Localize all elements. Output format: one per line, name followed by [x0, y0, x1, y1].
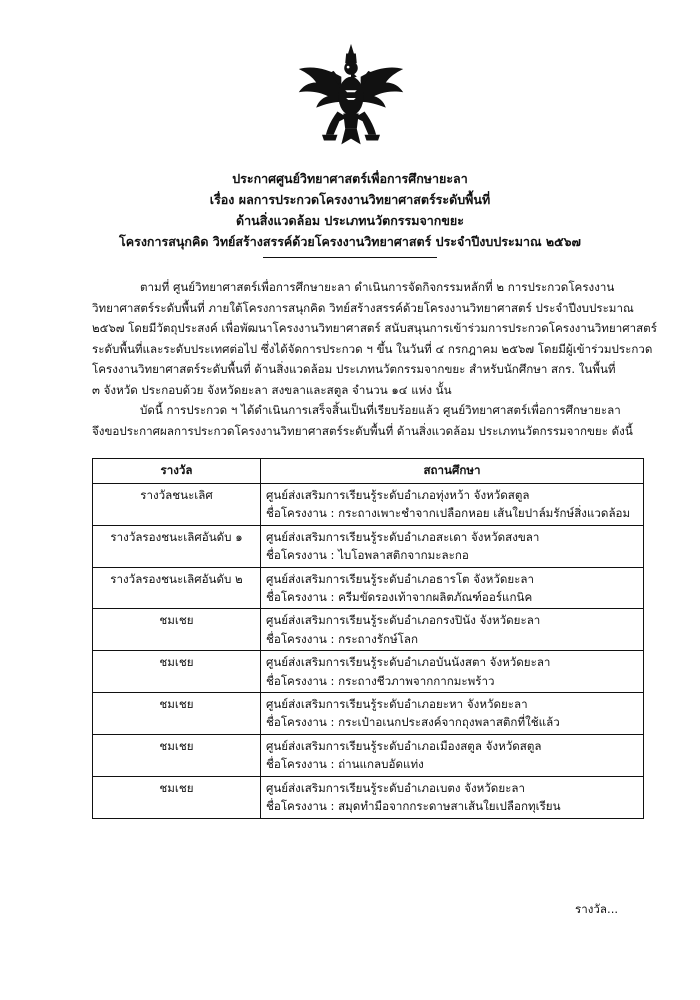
paragraph-line: โครงงานวิทยาศาสตร์ระดับพื้นที่ ด้านสิ่งแวดล้อม ประเภทนวัตกรรมจากขยะ สำหรับนักศึกษา สกร. ในพื้นที่ [92, 362, 616, 377]
school-cell [261, 651, 644, 693]
table-row [93, 484, 644, 526]
award-cell: รางวัลชนะเลิศ [93, 484, 261, 526]
table-header-row [93, 459, 644, 484]
paragraph-line: บัดนี้ การประกวด ฯ ได้ดำเนินการเสร็จสิ้นเป็นที่เรียบร้อยแล้ว ศูนย์วิทยาศาสตร์เพื่อการศึกษายะลา [140, 403, 621, 417]
award-cell: ชมเชย [93, 776, 261, 818]
project-name: ชื่อโครงงาน : ครีมขัดรองเท้าจากผลิตภัณฑ์ออร์แกนิค [266, 590, 533, 605]
header-award: รางวัล [93, 459, 261, 484]
school-cell [261, 484, 644, 526]
school-cell [261, 567, 644, 609]
school-name: ศูนย์ส่งเสริมการเรียนรู้ระดับอำเภอสะเดา จังหวัดสงขลา [266, 529, 540, 544]
award-cell: รางวัลรองชนะเลิศอันดับ ๒ [93, 567, 261, 609]
award-cell: รางวัลรองชนะเลิศอันดับ ๑ [93, 525, 261, 567]
paragraph-line: ตามที่ ศูนย์วิทยาศาสตร์เพื่อการศึกษายะลา ดำเนินการจัดกิจกรรมหลักที่ ๒ การประกวดโครงงาน [140, 280, 615, 294]
table-row [93, 609, 644, 651]
paragraph-line: ๓ จังหวัด ประกอบด้วย จังหวัดยะลา สงขลาและสตูล จำนวน ๑๔ แห่ง นั้น [92, 382, 452, 397]
paragraph-line: ระดับพื้นที่และระดับประเทศต่อไป ซึ่งได้จัดการประกวด ฯ ขึ้น ในวันที่ ๔ กรกฎาคม ๒๕๖๗ โดยมีผู้เข้าร่วมประกวด [92, 341, 653, 356]
paragraph-line: จึงขอประกาศผลการประกวดโครงงานวิทยาศาสตร์ระดับพื้นที่ ด้านสิ่งแวดล้อม ประเภทนวัตกรรมจากขยะ ดังนี้ [92, 423, 633, 438]
header-school: สถานศึกษา [261, 459, 644, 484]
award-cell: ชมเชย [93, 734, 261, 776]
school-cell [261, 609, 644, 651]
page-continuation: รางวัล... [575, 902, 619, 916]
project-name: ชื่อโครงงาน : กระเป๋าอเนกประสงค์จากถุงพลาสติกที่ใช้แล้ว [266, 715, 560, 730]
school-name: ศูนย์ส่งเสริมการเรียนรู้ระดับอำเภอบันนังสตา จังหวัดยะลา [266, 655, 551, 670]
award-cell: ชมเชย [93, 693, 261, 735]
project-name: ชื่อโครงงาน : กระถางรักษ์โลก [266, 631, 418, 646]
table-row [93, 693, 644, 735]
table-row [93, 734, 644, 776]
project-name: ชื่อโครงงาน : กระถางชีวภาพจากกากมะพร้าว [266, 673, 495, 688]
announcement-title [0, 168, 700, 252]
award-cell: ชมเชย [93, 651, 261, 693]
school-name: ศูนย์ส่งเสริมการเรียนรู้ระดับอำเภอเมืองสตูล จังหวัดสตูล [266, 738, 542, 753]
award-cell: ชมเชย [93, 609, 261, 651]
school-name: ศูนย์ส่งเสริมการเรียนรู้ระดับอำเภอยะหา จังหวัดยะลา [266, 697, 528, 712]
table-row [93, 776, 644, 818]
school-name: ศูนย์ส่งเสริมการเรียนรู้ระดับอำเภอกรงปินัง จังหวัดยะลา [266, 613, 541, 628]
title-issuer: ประกาศศูนย์วิทยาศาสตร์เพื่อการศึกษายะลา [232, 171, 468, 186]
school-cell [261, 734, 644, 776]
project-name: ชื่อโครงงาน : ไบโอพลาสติกจากมะละกอ [266, 548, 469, 563]
school-cell [261, 776, 644, 818]
school-name: ศูนย์ส่งเสริมการเรียนรู้ระดับอำเภอเบตง จังหวัดยะลา [266, 780, 525, 795]
paragraph-line: ๒๕๖๗ โดยมีวัตถุประสงค์ เพื่อพัฒนาโครงงานวิทยาศาสตร์ สนับสนุนการเข้าร่วมการประกวดโครงงานวิทยาศาสตร์ [92, 321, 657, 336]
project-name: ชื่อโครงงาน : กระถางเพาะชำจากเปลือกหอย เส้นใยปาล์มรักษ์สิ่งแวดล้อม [266, 506, 631, 521]
table-row [93, 525, 644, 567]
school-name: ศูนย์ส่งเสริมการเรียนรู้ระดับอำเภอธารโต จังหวัดยะลา [266, 571, 535, 586]
project-name: ชื่อโครงงาน : ถ่านแกลบอัดแท่ง [266, 757, 424, 772]
table-row [93, 567, 644, 609]
school-cell [261, 693, 644, 735]
title-divider [263, 257, 437, 258]
result-paragraph [92, 400, 644, 441]
title-category: ด้านสิ่งแวดล้อม ประเภทนวัตกรรมจากขยะ [236, 213, 464, 228]
intro-paragraph [92, 277, 657, 401]
project-name: ชื่อโครงงาน : สมุดทำมือจากกระดาษสาเส้นใยเปลือกทุเรียน [266, 799, 561, 814]
title-project: โครงการสนุกคิด วิทย์สร้างสรรค์ด้วยโครงงานวิทยาศาสตร์ ประจำปีงบประมาณ ๒๕๖๗ [119, 234, 581, 249]
results-table [92, 458, 644, 819]
title-subject: เรื่อง ผลการประกวดโครงงานวิทยาศาสตร์ระดับพื้นที่ [209, 192, 491, 207]
table-row [93, 651, 644, 693]
school-name: ศูนย์ส่งเสริมการเรียนรู้ระดับอำเภอทุ่งหว้า จังหวัดสตูล [266, 488, 530, 502]
garuda-emblem [293, 40, 409, 156]
paragraph-line: วิทยาศาสตร์ระดับพื้นที่ ภายใต้โครงการสนุกคิด วิทย์สร้างสรรค์ด้วยโครงงานวิทยาศาสตร์ ประจำปีงบประมาณ [92, 300, 634, 315]
school-cell [261, 525, 644, 567]
